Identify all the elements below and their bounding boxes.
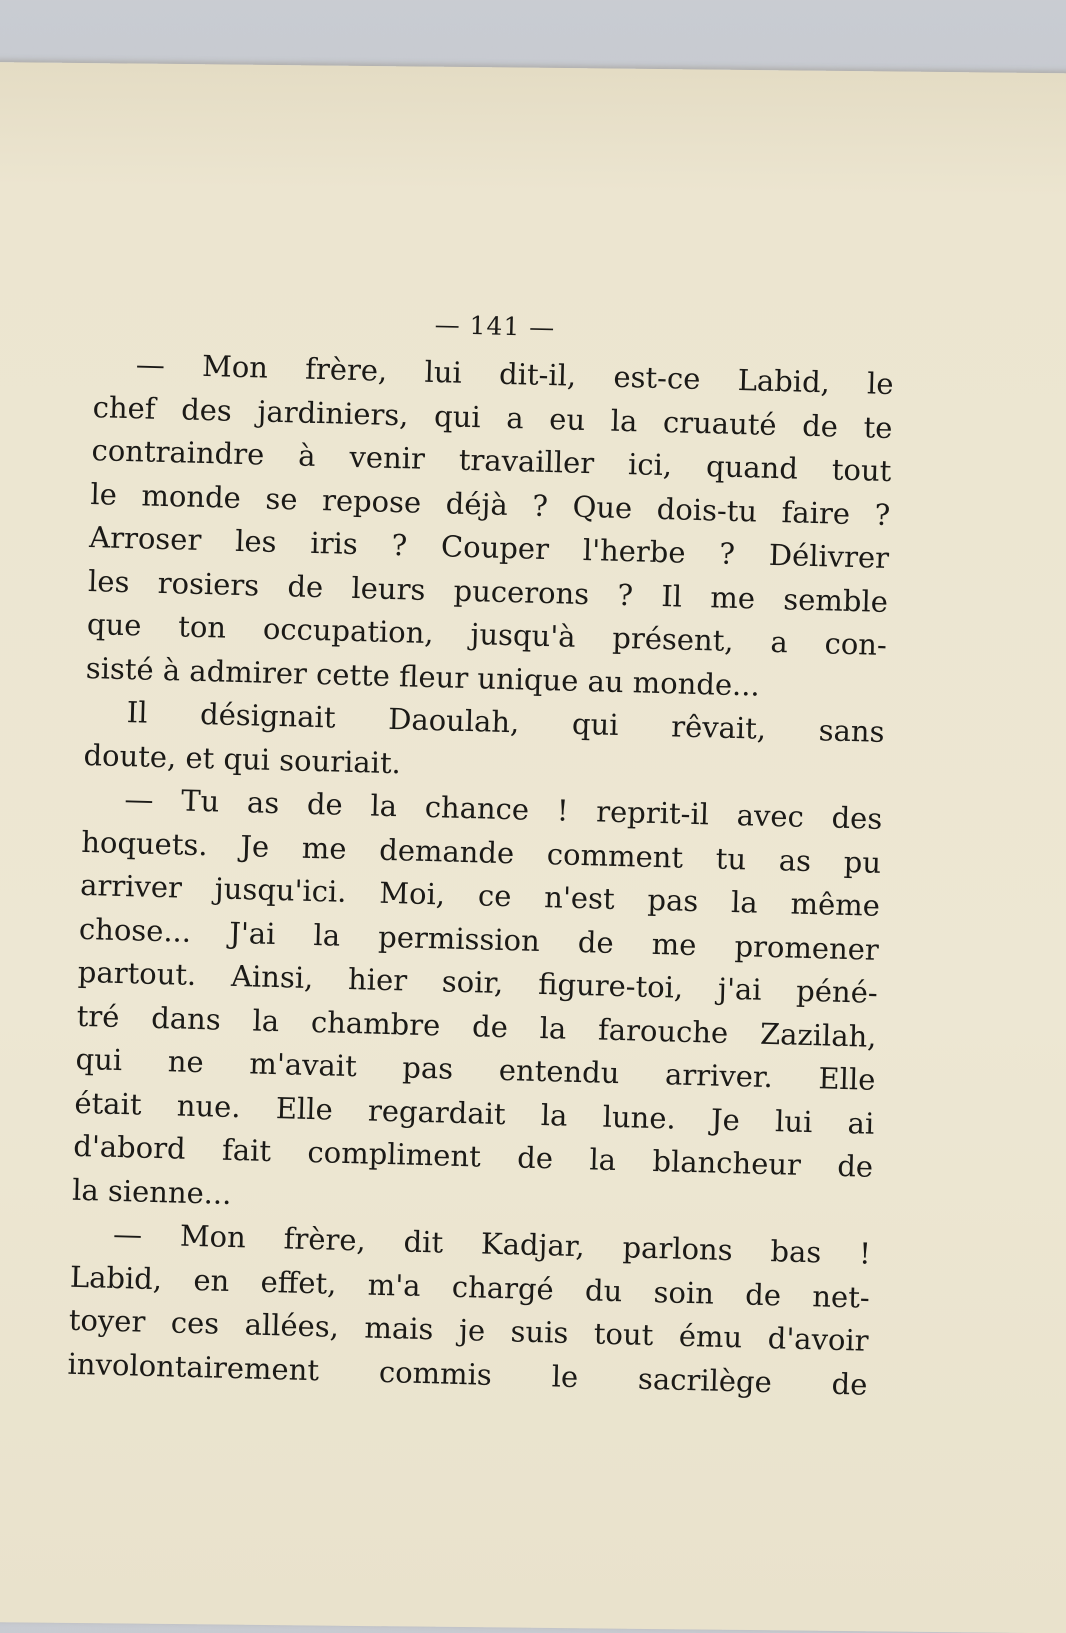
text-line: tré dans la chambre de la farouche Zazilah, — [76, 998, 877, 1054]
text-line: la sienne... — [71, 1172, 232, 1211]
text-line: — Mon frère, dit Kadjar, parlons bas ! — [112, 1216, 872, 1271]
text-line: hoquets. Je me demande comment tu as pu — [80, 824, 882, 880]
page-number: — 141 — — [434, 310, 556, 343]
text-line: arriver jusqu'ici. Moi, ce n'est pas la même — [79, 867, 881, 923]
text-line: le monde se repose déjà ? Que dois-tu faire ? — [90, 476, 891, 532]
page-text — [67, 301, 895, 1407]
body-text — [67, 342, 894, 1407]
text-line: chose... J'ai la permission de me promener — [78, 911, 880, 967]
text-line: les rosiers de leurs pucerons ? Il me semble — [87, 563, 889, 619]
text-line: toyer ces allées, mais je suis tout ému d'avoir — [68, 1302, 869, 1358]
text-line: que ton occupation, jusqu'à présent, a con- — [86, 607, 888, 662]
text-line: partout. Ainsi, hier soir, figure-toi, j'ai péné- — [77, 954, 879, 1010]
text-line: était nue. Elle regardait la lune. Je lui ai — [74, 1085, 875, 1141]
text-line: chef des jardiniers, qui a eu la cruauté de te — [92, 389, 893, 445]
text-line: — Mon frère, lui dit-il, est-ce Labid, le — [135, 347, 895, 402]
text-line: d'abord fait compliment de la blancheur de — [72, 1128, 874, 1184]
text-line: qui ne m'avait pas entendu arriver. Elle — [75, 1041, 876, 1097]
text-line: doute, et qui souriait. — [83, 737, 402, 780]
text-line: Arroser les iris ? Couper l'herbe ? Délivrer — [88, 520, 890, 575]
text-line: Il désignait Daoulah, qui rêvait, sans — [126, 695, 885, 749]
text-line: involontairement commis le sacrilège de — [67, 1346, 868, 1402]
book-page — [0, 62, 1066, 1633]
text-line: — Tu as de la chance ! reprit-il avec des — [124, 782, 883, 836]
text-line: contraindre à venir travailler ici, quand tout — [91, 433, 892, 489]
text-line: Labid, en effet, m'a chargé du soin de net- — [69, 1259, 871, 1315]
text-line: sisté à admirer cette fleur unique au monde... — [85, 650, 761, 703]
